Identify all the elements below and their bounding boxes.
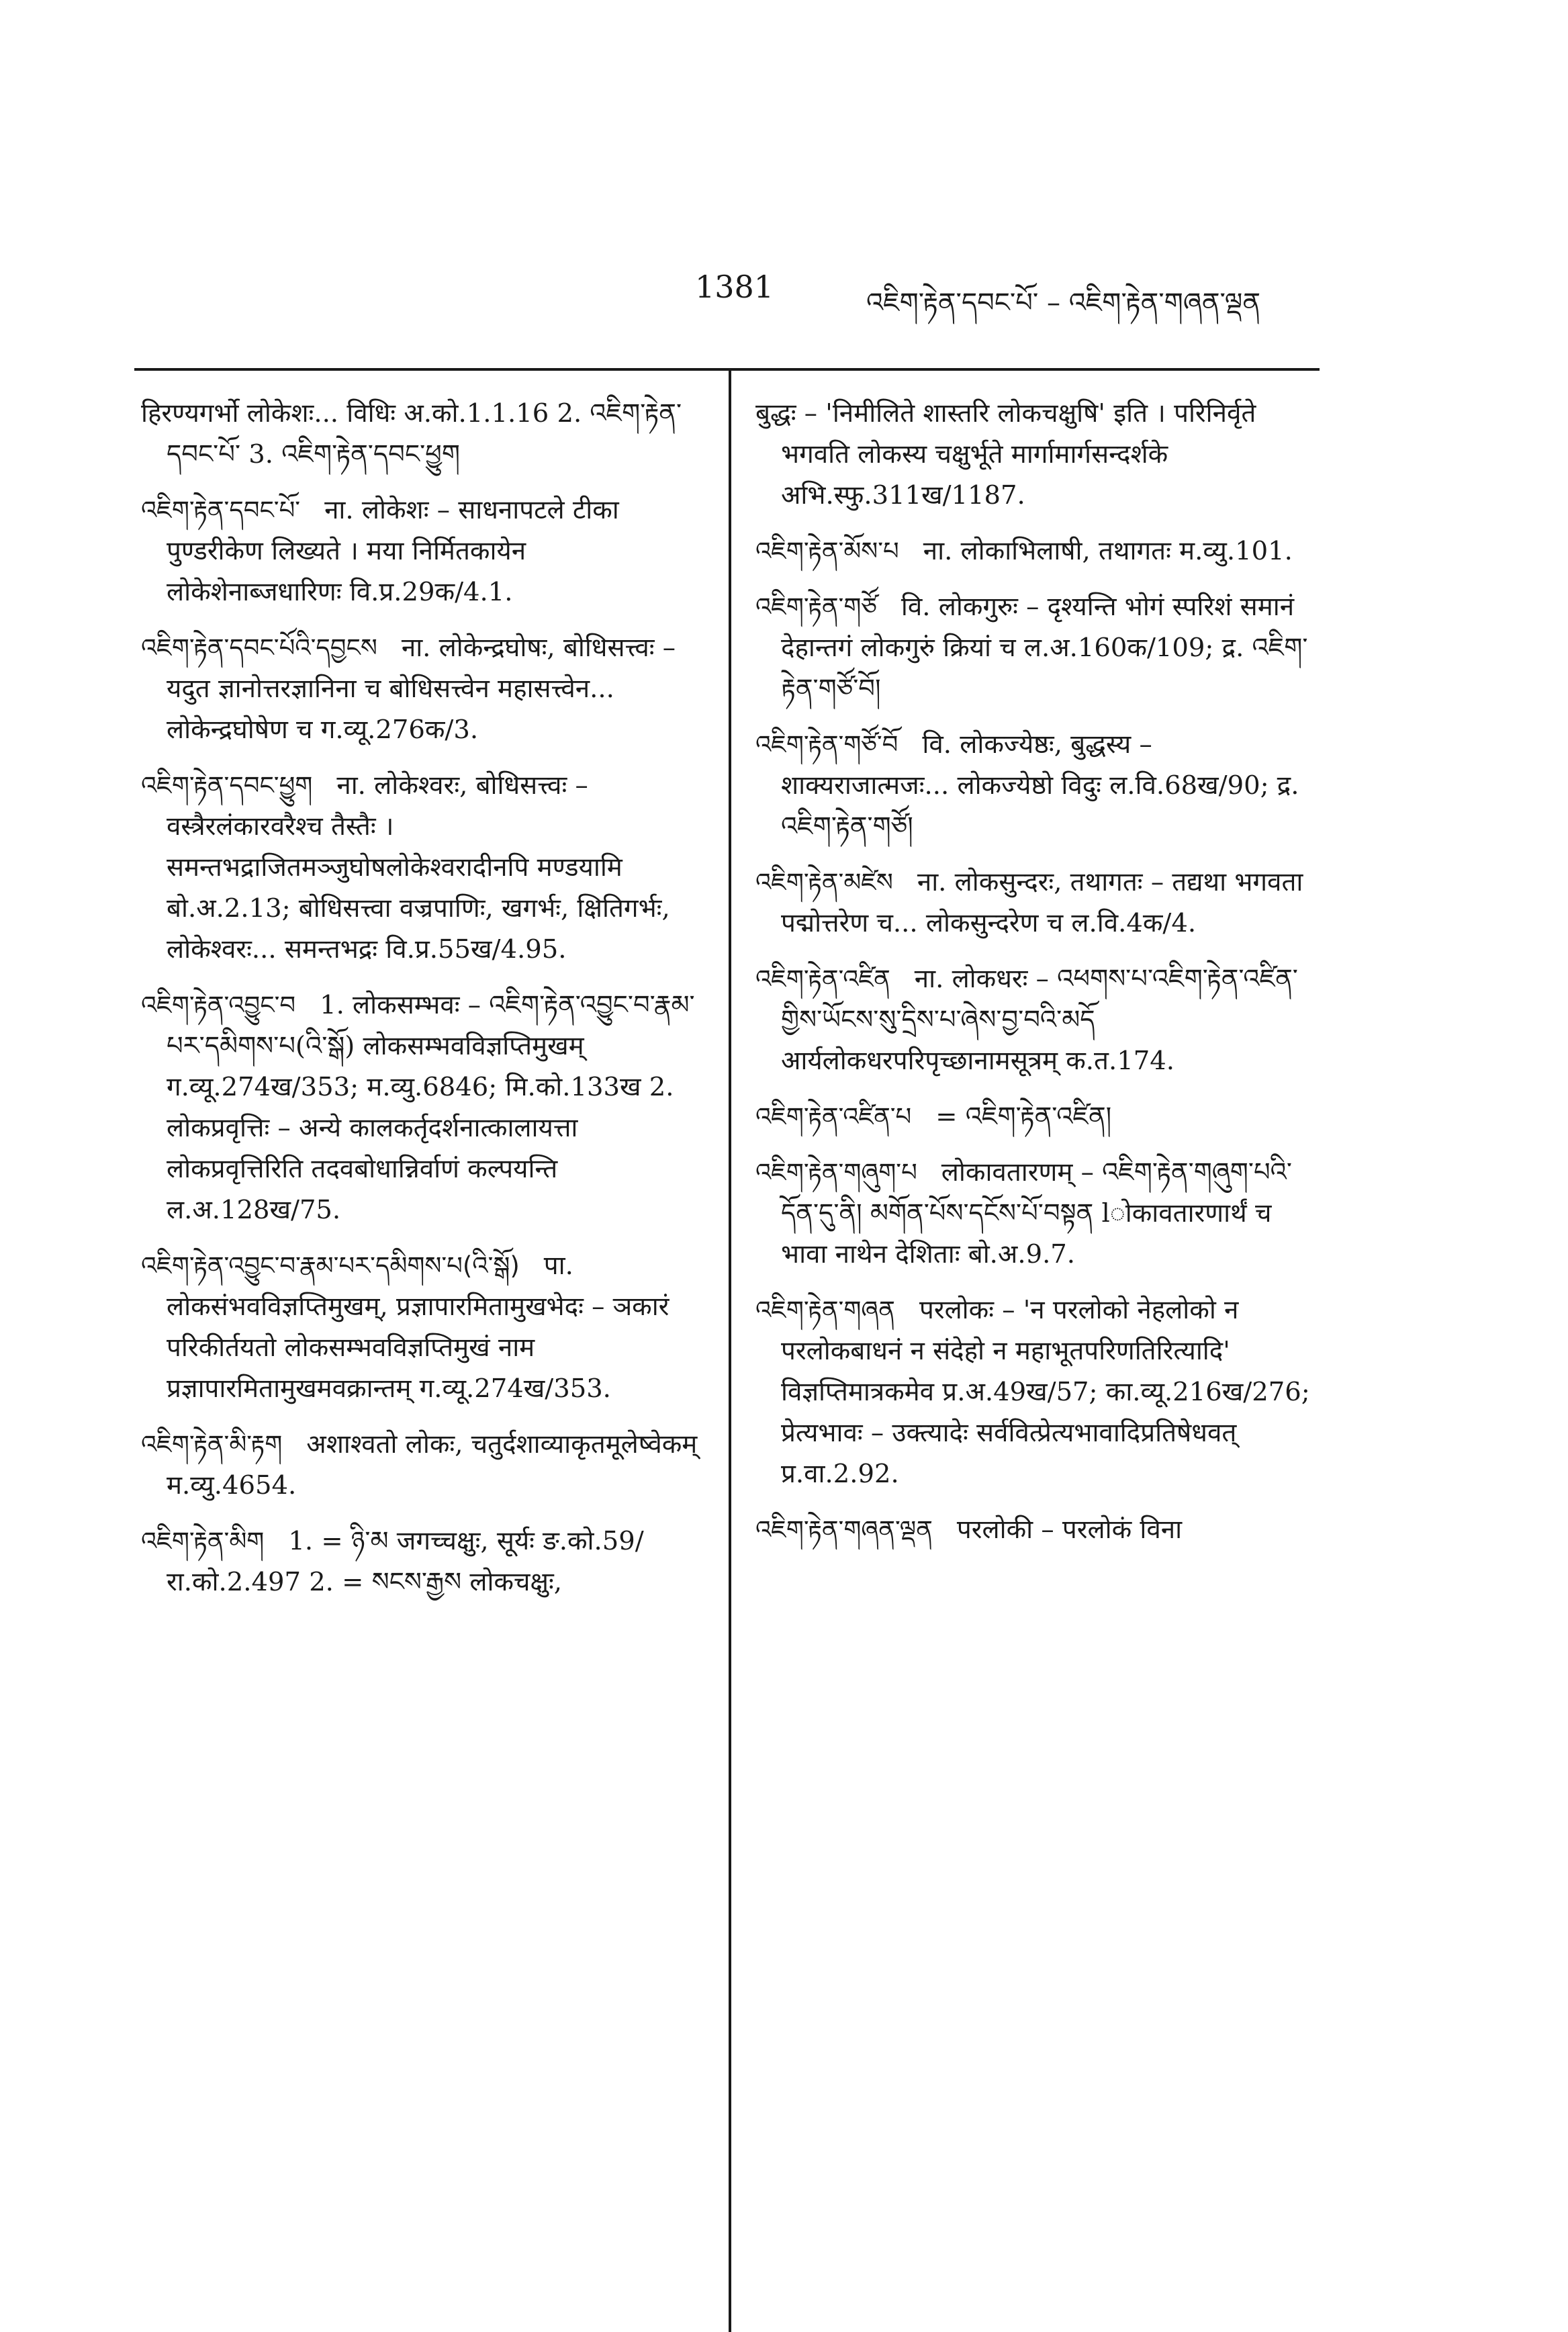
entry-body: 1. = ཉི་མ जगच्चक्षुः, सूर्यः ङ.को.59/रा.को.2.497 2. = སངས་རྒྱས लोकचक्षुः, bbox=[167, 1526, 644, 1597]
dictionary-entry bbox=[755, 1152, 1313, 1275]
entry-headword: འཇིག་རྟེན་མི་རྟག bbox=[141, 1430, 283, 1459]
dictionary-entry bbox=[141, 627, 698, 750]
entry-headword: འཇིག་རྟེན་འཛིན bbox=[755, 965, 890, 993]
entry-body: ना. लोकाभिलाषी, तथागतः म.व्यु.101. bbox=[923, 536, 1293, 566]
page-number: 1381 bbox=[695, 269, 774, 305]
dictionary-entry bbox=[141, 1521, 698, 1603]
entry-body: हिरण्यगर्भो लोकेशः... विधिः अ.को.1.1.16 2. འཇིག་རྟེན་དབང་པོ་ 3. འཇིག་རྟེན་དབང་ཕྱུག bbox=[141, 398, 682, 469]
entry-body: पा. लोकसंभवविज्ञप्तिमुखम्, प्रज्ञापारमितामुखभेदः – ञकारं परिकीर्तयतो लोकसम्भवविज्ञप्तिमुखं नाम प्रज्ञापारमितामुखमवक्रान्तम् ग.व्यू.274ख/353. bbox=[167, 1251, 670, 1404]
dictionary-entry bbox=[141, 1424, 698, 1506]
entry-headword: འཇིག་རྟེན་དབང་པོའི་དབྱངས bbox=[141, 633, 377, 662]
right-column bbox=[755, 393, 1313, 1565]
column-divider bbox=[729, 371, 731, 2332]
entry-headword: འཇིག་རྟེན་གཙོ bbox=[755, 592, 877, 621]
dictionary-entry bbox=[755, 586, 1313, 709]
entry-body: लोकावतारणम् – འཇིག་རྟེན་གཞུག་པའི་དོན་དུ་ནི། མགོན་པོས་དངོས་པོ་བསྟན lोकावतारणार्थं च भावा नाथेन देशिताः बो.अ.9.7. bbox=[781, 1157, 1292, 1269]
header-rule bbox=[134, 368, 1320, 371]
entry-headword: འཇིག་རྟེན་གཞན་ལྡན bbox=[755, 1515, 933, 1544]
entry-body: वि. लोकगुरुः – दृश्यन्ति भोगं स्परिशं समानं देहान्तगं लोकगुरुं क्रियां च ल.अ.160क/109; द्र. འཇིག་རྟེན་གཙོ་བོ། bbox=[781, 592, 1308, 704]
entry-body: ना. लोकेन्द्रघोषः, बोधिसत्त्वः – यदुत ज्ञानोत्तरज्ञानिना च बोधिसत्त्वेन महासत्त्वेन... लोकेन्द्रघोषेण च ग.व्यू.276क/3. bbox=[167, 633, 676, 745]
dictionary-entry bbox=[141, 490, 698, 613]
entry-headword: འཇིག་རྟེན་དབང་ཕྱུག bbox=[141, 771, 313, 800]
entry-headword: འཇིག་རྟེན་མོས་པ bbox=[755, 537, 899, 566]
dictionary-entry bbox=[141, 765, 698, 970]
dictionary-entry bbox=[755, 1290, 1313, 1494]
entry-headword: འཇིག་རྟེན་མཛེས bbox=[755, 868, 893, 897]
running-head: འཇིག་རྟེན་དབང་པོ་ – འཇིག་རྟེན་གཞན་ལྡན bbox=[866, 287, 1261, 318]
dictionary-entry bbox=[755, 1096, 1313, 1137]
entry-headword: འཇིག་རྟེན་འབྱུང་བ་རྣམ་པར་དམིགས་པ(འི་སྒོ) bbox=[141, 1251, 520, 1280]
entry-body: ना. लोकधरः – འཕགས་པ་འཇིག་རྟེན་འཛིན་གྱིས་ཡོངས་སུ་དྲིས་པ་ཞེས་བྱ་བའི་མདོ आर्यलोकधरपरिपृच्छानामसूत्रम् क.त.174. bbox=[781, 964, 1298, 1076]
dictionary-entry bbox=[755, 958, 1313, 1081]
dictionary-entry bbox=[141, 985, 698, 1230]
dictionary-entry bbox=[755, 1509, 1313, 1550]
entry-body: बुद्धः – 'निमीलिते शास्तरि लोकचक्षुषि' इति । परिनिर्वृते भगवति लोकस्य चक्षुर्भूते मार्गामार्गसन्दर्शके अभि.स्फु.311ख/1187. bbox=[755, 398, 1256, 510]
entry-body: ना. लोकसुन्दरः, तथागतः – तद्यथा भगवता पद्मोत्तरेण च... लोकसुन्दरेण च ल.वि.4क/4. bbox=[781, 867, 1303, 938]
dictionary-entry bbox=[141, 1245, 698, 1409]
left-column bbox=[141, 393, 698, 1617]
entry-body: ना. लोकेश्वरः, बोधिसत्त्वः – वस्त्रैरलंकारवरैश्च तैस्तैः । समन्तभद्राजितमञ्जुघोषलोकेश्वरादीनपि मण्डयामि बो.अ.2.13; बोधिसत्त्वा वज्रपाणिः, खगर्भः, क्षितिगर्भः, लोकेश्वरः... समन्तभद्रः वि.प्र.55ख/4.95. bbox=[167, 770, 670, 965]
entry-headword: འཇིག་རྟེན་གཞུག་པ bbox=[755, 1158, 917, 1187]
entry-body: अशाश्वतो लोकः, चतुर्दशाव्याकृतमूलेष्वेकम् म.व्यु.4654. bbox=[167, 1429, 698, 1500]
dictionary-entry bbox=[141, 393, 698, 475]
entry-headword: འཇིག་རྟེན་དབང་པོ་ bbox=[141, 496, 301, 525]
dictionary-entry bbox=[755, 531, 1313, 572]
entry-body: परलोकः – 'न परलोको नेहलोको न परलोकबाधनं न संदेहो न महाभूतपरिणतिरित्यादि' विज्ञप्तिमात्रकमेव प्र.अ.49ख/57; का.व्यू.216ख/276; प्रेत्यभावः – उक्त्यादेः सर्ववित्प्रेत्यभावादिप्रतिषेधवत् प्र.वा.2.92. bbox=[781, 1295, 1310, 1489]
entry-body: = འཇིག་རྟེན་འཛིན། bbox=[935, 1102, 1112, 1132]
entry-body: वि. लोकज्येष्ठः, बुद्धस्य – शाक्यराजात्मजः... लोकज्येष्ठो विदुः ल.वि.68ख/90; द्र. འཇིག་རྟེན་གཙོ། bbox=[781, 729, 1299, 842]
entry-headword: འཇིག་རྟེན་འཛིན་པ bbox=[755, 1102, 912, 1131]
entry-headword: འཇིག་རྟེན་མིག bbox=[141, 1527, 265, 1556]
dictionary-entry bbox=[755, 724, 1313, 847]
dictionary-entry bbox=[755, 862, 1313, 944]
dictionary-entry bbox=[755, 393, 1313, 516]
entry-headword: འཇིག་རྟེན་འབྱུང་བ bbox=[141, 991, 296, 1020]
entry-body: ना. लोकेशः – साधनापटले टीका पुण्डरीकेण लिख्यते । मया निर्मितकायेन लोकेशेनाब्जधारिणः वि.प्र.29क/4.1. bbox=[167, 495, 619, 607]
entry-body: 1. लोकसम्भवः – འཇིག་རྟེན་འབྱུང་བ་རྣམ་པར་དམིགས་པ(འི་སྒོ) लोकसम्भवविज्ञप्तिमुखम् ग.व्यू.274ख/353; म.व्यु.6846; मि.को.133ख 2. लोकप्रवृत्तिः – अन्ये कालकर्तृदर्शनात्कालायत्ता लोकप्रवृत्तिरिति तदवबोधान्निर्वाणं कल्पयन्ति ल.अ.128ख/75. bbox=[167, 990, 695, 1225]
entry-headword: འཇིག་རྟེན་གཞན bbox=[755, 1296, 895, 1325]
entry-headword: འཇིག་རྟེན་གཙོ་བོ bbox=[755, 730, 898, 759]
entry-body: परलोकी – परलोकं विना bbox=[956, 1515, 1183, 1545]
